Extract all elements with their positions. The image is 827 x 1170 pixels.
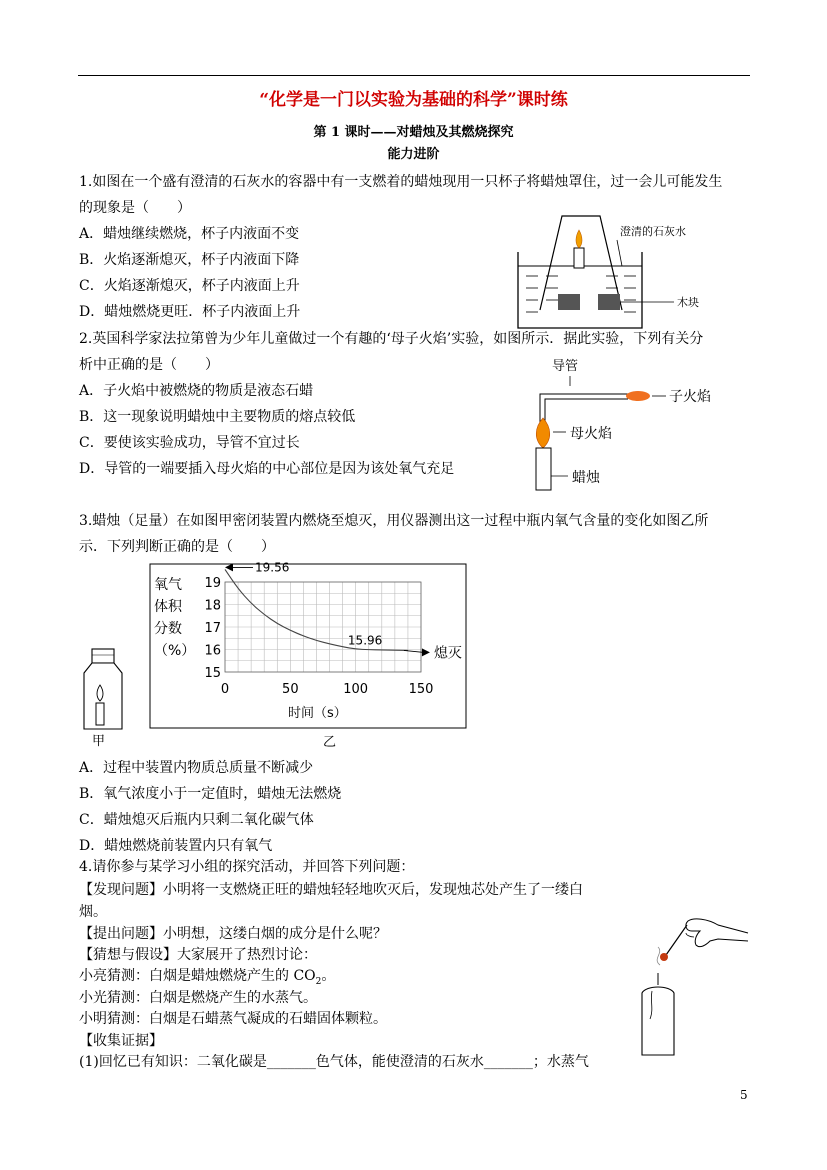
x-axis-label: 时间（s）: [288, 706, 347, 721]
q2-figure-mother-child-flame: [528, 352, 738, 492]
extinguish-label: 熄灭: [433, 645, 462, 662]
q3-label-yi: 乙: [323, 735, 337, 750]
q1-option-c: C．火焰逐渐熄灭，杯子内液面上升: [79, 278, 300, 294]
y-tick-label: 18: [204, 598, 221, 614]
q1-option-b: B．火焰逐渐熄灭，杯子内液面下降: [79, 252, 300, 268]
q4-guess-xiaoming: 小明猜测：白烟是石蜡蒸气凝成的石蜡固体颗粒。: [79, 1011, 387, 1027]
end-value-label: 15.96: [347, 633, 383, 648]
header-rule: [78, 75, 750, 76]
q2-option-a: A．子火焰中被燃烧的物质是液态石蜡: [79, 383, 314, 399]
q1-label-block: 木块: [677, 296, 699, 309]
section-heading: 能力进阶: [387, 147, 440, 162]
q1-option-d: D．蜡烛燃烧更旺．杯子内液面上升: [79, 304, 301, 320]
q4-recall: (1)回忆已有知识：二氧化碳是_______色气体，能使澄清的石灰水_______；水蒸气: [79, 1054, 589, 1070]
page-title: “化学是一门以实验为基础的科学”课时练: [259, 90, 568, 110]
q3-oxygen-chart: [148, 562, 468, 750]
q2-option-b: B．这一现象说明蜡烛中主要物质的熔点较低: [79, 409, 356, 425]
y-axis-label-line: 体积: [154, 599, 182, 615]
q2-label-tube: 导管: [552, 359, 579, 374]
q1-figure-candle-under-cup: [512, 210, 742, 340]
start-value-label: 19.56: [255, 562, 290, 575]
q3-option-d: D．蜡烛燃烧前装置内只有氧气: [79, 838, 273, 854]
lesson-subtitle: 第 1 课时——对蜡烛及其燃烧探究: [313, 125, 514, 140]
q2-option-d: D．导管的一端要插入母火焰的中心部位是因为该处氧气充足: [79, 461, 455, 477]
x-tick-label: 100: [343, 682, 369, 697]
y-axis-label-line: 氧气: [154, 577, 182, 593]
q3-figure-jar: [78, 645, 128, 750]
q4-find-line1: 【发现问题】小明将一支燃烧正旺的蜡烛轻轻地吹灭后，发现烛芯处产生了一缕白: [79, 882, 583, 898]
q2-label-candle: 蜡烛: [572, 470, 600, 486]
q4-stem: 4.请你参与某学习小组的探究活动，并回答下列问题：: [79, 859, 415, 875]
q3-stem-line1: 3.蜡烛（足量）在如图甲密闭装置内燃烧至熄灭，用仪器测出这一过程中瓶内氧气含量的变化如图乙所: [79, 513, 709, 529]
q3-option-c: C．蜡烛熄灭后瓶内只剩二氧化碳气体: [79, 812, 314, 828]
x-tick-label: 0: [220, 682, 230, 697]
q4-ask: 【提出问题】小明想，这缕白烟的成分是什么呢？: [79, 926, 387, 942]
q3-label-jia: 甲: [92, 734, 106, 749]
y-tick-label: 19: [204, 576, 221, 591]
q1-label-limewater: 澄清的石灰水: [620, 225, 686, 238]
q4-guess-xiaoliang-text: 小亮猜测：白烟是蜡烛燃烧产生的 CO: [79, 968, 316, 984]
q1-stem-line2: 的现象是（ ）: [79, 200, 191, 216]
q1-stem-line1: 1.如图在一个盛有澄清的石灰水的容器中有一支燃着的蜡烛现用一只杯子将蜡烛罩住，过一会儿可能发生: [79, 174, 723, 190]
q4-guess-xiaoliang-end: 。: [321, 968, 336, 984]
q4-guess-xiaoliang: [79, 967, 335, 991]
y-axis-label-line: 分数: [154, 621, 182, 637]
y-tick-label: 17: [204, 621, 221, 636]
q2-stem-line1: 2.英国科学家法拉第曾为少年儿童做过一个有趣的‘母子火焰’实验，如图所示．据此实验，下列有关分: [79, 331, 704, 347]
q4-guess-xiaoguang: 小光猜测：白烟是燃烧产生的水蒸气。: [79, 990, 317, 1006]
y-tick-label: 16: [204, 643, 221, 659]
q3-stem-line2: 示．下列判断正确的是（ ）: [79, 539, 275, 555]
page-number: 5: [740, 1088, 748, 1102]
x-tick-label: 150: [408, 682, 434, 697]
q3-option-b: B．氧气浓度小于一定值时，蜡烛无法燃烧: [79, 786, 342, 802]
q4-collect: 【收集证据】: [79, 1033, 163, 1049]
q4-find-line2: 烟。: [79, 904, 107, 920]
x-tick-label: 50: [282, 682, 299, 697]
y-tick-label: 15: [204, 666, 221, 681]
q3-option-a: A．过程中装置内物质总质量不断减少: [79, 760, 314, 776]
q1-option-a: A．蜡烛继续燃烧，杯子内液面不变: [79, 226, 300, 242]
q2-label-child-flame: 子火焰: [669, 389, 711, 405]
q2-option-c: C．要使该实验成功，导管不宜过长: [79, 435, 300, 451]
q4-guess: 【猜想与假设】大家展开了热烈讨论：: [79, 947, 317, 963]
co2-subscript: 2: [315, 976, 322, 987]
y-axis-label-line: （%）: [154, 643, 196, 659]
q2-label-mother-flame: 母火焰: [570, 426, 612, 442]
q2-stem-line2: 析中正确的是（ ）: [79, 357, 219, 373]
q4-figure-hand-lighting-smoke: [630, 905, 750, 1060]
